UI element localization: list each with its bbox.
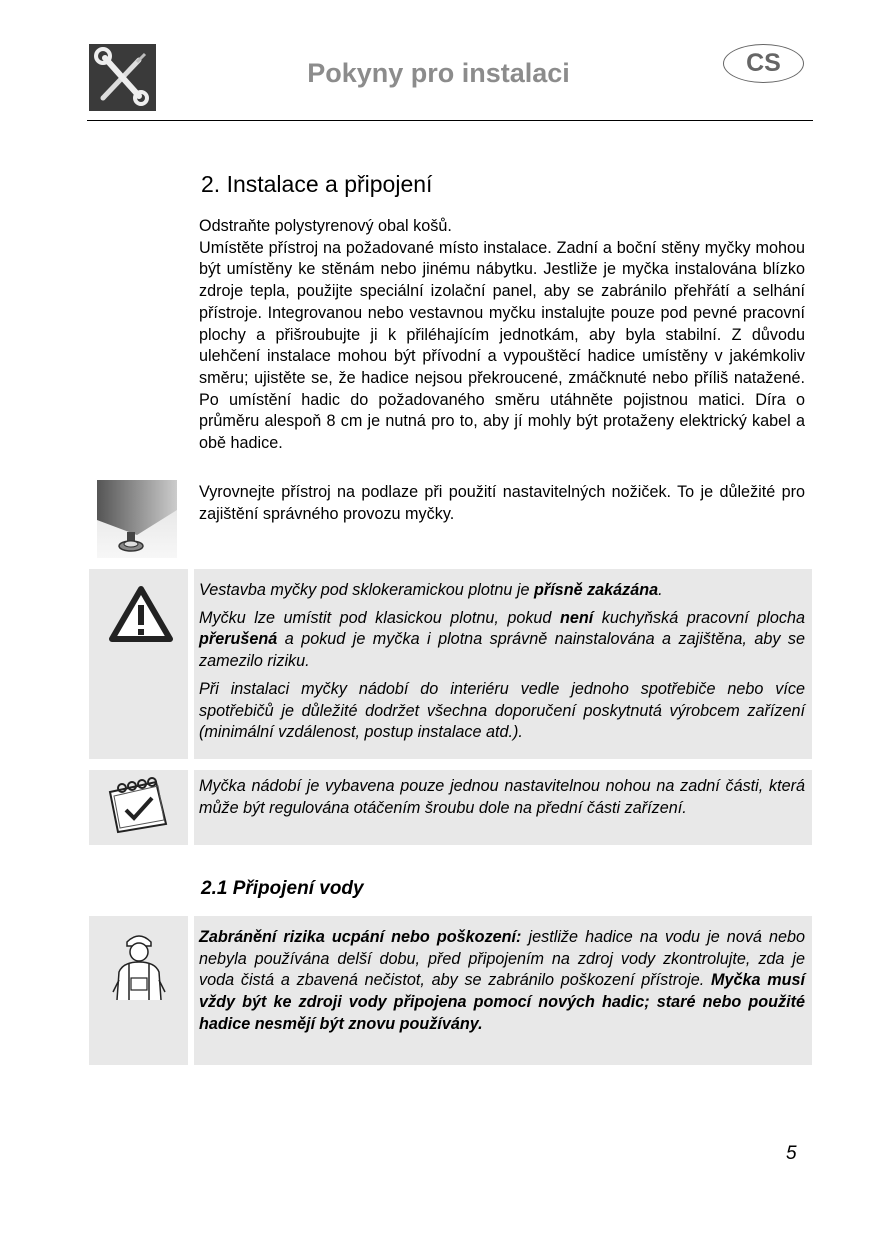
adjustable-foot-icon bbox=[97, 480, 177, 558]
note-text: Myčka nádobí je vybavena pouze jednou nastavitelnou nohou na zadní části, která může být regulována otáčením šroubu dole na přední části zařízení. bbox=[199, 777, 805, 817]
water-warning-lead: Zabránění rizika ucpání nebo poškození: bbox=[199, 928, 522, 946]
section-title: 2. Instalace a připojení bbox=[201, 171, 433, 197]
language-badge: CS bbox=[723, 44, 804, 83]
warning-paragraph-2 bbox=[199, 608, 805, 673]
installation-first-line: Odstraňte polystyrenový obal košů. bbox=[199, 217, 452, 235]
water-box-divider bbox=[188, 916, 194, 1065]
note-box-divider bbox=[188, 770, 194, 845]
water-warning-text: jestliže hadice na vodu je nová nebo nebyla používána delší dobu, před připojením na zdroj vody zkontrolujte, zda je voda čistá a zbavená nečistot, aby se zabránilo poškození přístroje. bbox=[199, 928, 806, 990]
warning-text bbox=[199, 580, 805, 750]
warning-box-divider bbox=[188, 569, 194, 759]
warning-p2-text-a: Myčku lze umístit pod klasickou plotnu, pokud bbox=[199, 608, 560, 627]
installation-body: Umístěte přístroj na požadované místo instalace. Zadní a boční stěny myčky mohou být umístěny ke stěnám nebo jinému nábytku. Jestliže je myčka instalována blízko zdroje tepla, použijte speciální izolační panel, aby se zabránilo přehřátí a selhání přístroje. Integrovanou nebo vestavnou myčku instalujte pouze pod pevné pracovní plochy a přišroubujte ji k přiléhajícím jednotkám, aby byla stabilní. Z důvodu ulehčení instalace mohou být přívodní a vypouštěcí hadice umístěny v jakémkoliv směru; ujistěte se, že hadice nejsou překroucené, zmáčknuté nebo příliš natažené. Po umístění hadic do požadovaného směru utáhněte pojistnou matici. Díra o průměru alespoň 8 cm je nutná pro to, aby jí mohly být protaženy elektrický kabel a obě hadice. bbox=[199, 238, 805, 453]
warning-p2-bold-b: přerušená bbox=[199, 630, 278, 649]
page-header-title: Pokyny pro instalaci bbox=[307, 58, 570, 88]
installation-paragraph bbox=[199, 216, 805, 455]
warning-p1-bold: přísně zakázána bbox=[534, 581, 659, 599]
warning-paragraph-3: Při instalaci myčky nádobí do interiéru vedle jednoho spotřebiče nebo více spotřebičů je důležité dodržet všechna doporučení poskytnutá výrobcem zařízení (minimální vzdálenost, postup instalace atd.). bbox=[199, 679, 805, 742]
leveling-paragraph: Vyrovnejte přístroj na podlaze při použití nastavitelných nožiček. To je důležité pro zajištění správného provozu myčky. bbox=[199, 483, 805, 523]
warning-p1-text: Vestavba myčky pod sklokeramickou plotnu je bbox=[199, 581, 534, 599]
notepad-icon bbox=[104, 774, 170, 836]
water-paragraph bbox=[199, 927, 805, 1036]
warning-p2-bold-a: není bbox=[559, 608, 594, 627]
water-text bbox=[199, 927, 805, 1042]
warning-p2-text-c: a pokud je myčka i plotna správně nainstalována a zajištěna, aby se zamezilo riziku. bbox=[199, 630, 805, 671]
water-warning-bold: Myčka musí vždy být ke zdroji vody připojena pomocí nových hadic; staré nebo použité hadice nesmějí být znovu používány. bbox=[199, 971, 806, 1033]
warning-p2-text-b: kuchyňská pracovní plocha bbox=[593, 608, 805, 627]
header-divider bbox=[87, 120, 813, 121]
page-number: 5 bbox=[786, 1143, 797, 1164]
warning-triangle-icon bbox=[108, 585, 174, 643]
water-connection-title: 2.1 Připojení vody bbox=[201, 878, 364, 899]
warning-p1-end: . bbox=[658, 581, 663, 599]
warning-paragraph-1 bbox=[199, 580, 805, 602]
technician-icon bbox=[103, 928, 175, 1004]
